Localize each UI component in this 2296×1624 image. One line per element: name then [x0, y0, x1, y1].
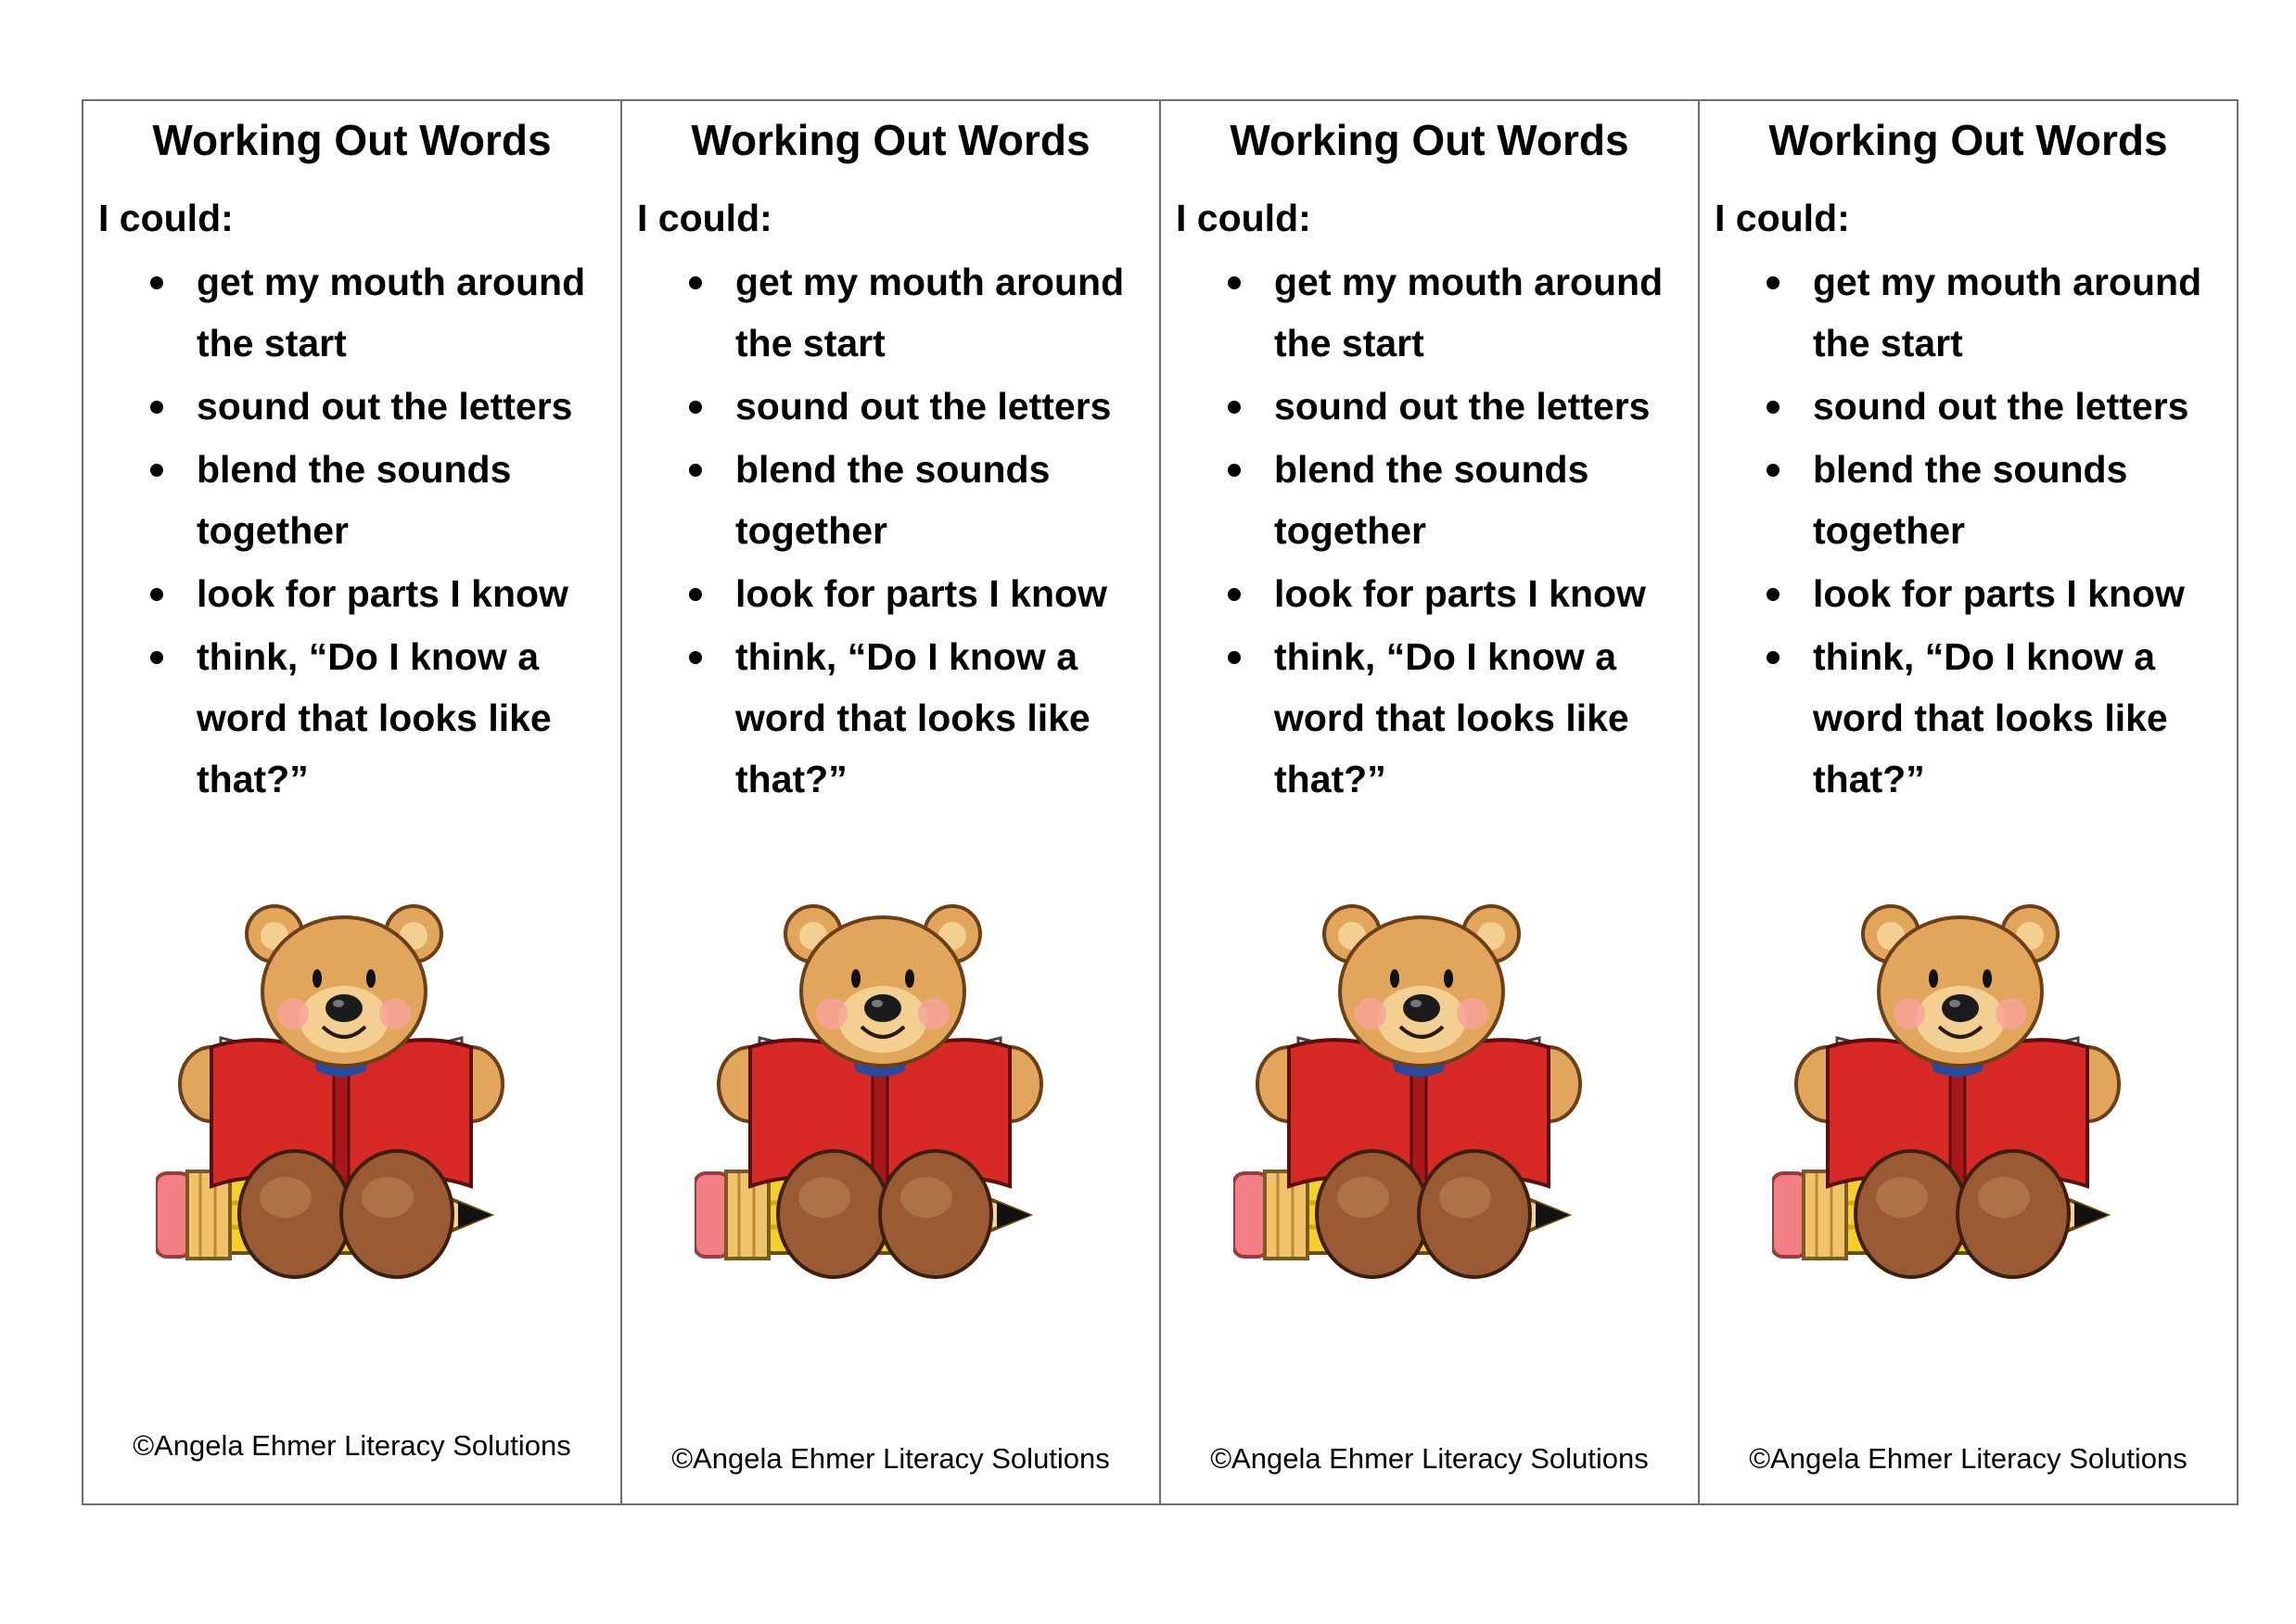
bookmark-sheet [82, 99, 2239, 1505]
strategy-item: think, “Do I know a word that looks like that?” [197, 626, 622, 810]
strategy-list [1813, 251, 2237, 812]
copyright-footer: ©Angela Ehmer Literacy Solutions [133, 1429, 571, 1462]
strategy-list [1274, 251, 1700, 812]
copyright-footer: ©Angela Ehmer Literacy Solutions [1749, 1442, 2188, 1475]
bookmark-3 [1161, 101, 1700, 1503]
copyright-footer: ©Angela Ehmer Literacy Solutions [671, 1442, 1110, 1475]
bookmark-title: Working Out Words [691, 116, 1091, 164]
strategy-item: think, “Do I know a word that looks like that?” [1274, 626, 1700, 810]
bookmark-intro: I could: [1176, 197, 1311, 239]
bookmark-title: Working Out Words [152, 116, 552, 164]
strategy-item: blend the sounds together [735, 439, 1161, 561]
bookmark-intro: I could: [637, 197, 772, 239]
strategy-item: look for parts I know [1813, 563, 2237, 624]
bear-reading-book-on-pencil-icon [1772, 899, 2162, 1288]
strategy-item: sound out the letters [1813, 376, 2237, 437]
strategy-item: sound out the letters [1274, 376, 1700, 437]
bear-reading-book-on-pencil-icon [695, 899, 1084, 1288]
strategy-item: think, “Do I know a word that looks like that?” [735, 626, 1161, 810]
strategy-item: blend the sounds together [197, 439, 622, 561]
bear-reading-book-on-pencil-icon [156, 899, 545, 1288]
bookmark-title: Working Out Words [1230, 116, 1629, 164]
bookmark-intro: I could: [98, 197, 234, 239]
copyright-footer: ©Angela Ehmer Literacy Solutions [1210, 1442, 1649, 1475]
strategy-item: look for parts I know [735, 563, 1161, 624]
strategy-item: look for parts I know [197, 563, 622, 624]
strategy-item: blend the sounds together [1274, 439, 1700, 561]
strategy-item: sound out the letters [197, 376, 622, 437]
bookmark-title: Working Out Words [1768, 116, 2168, 164]
strategy-list [735, 251, 1161, 812]
bookmark-2 [622, 101, 1161, 1503]
strategy-item: get my mouth around the start [1813, 251, 2237, 374]
bookmark-4 [1700, 101, 2237, 1503]
bookmark-1 [83, 101, 622, 1503]
strategy-list [197, 251, 622, 812]
strategy-item: blend the sounds together [1813, 439, 2237, 561]
strategy-item: get my mouth around the start [735, 251, 1161, 374]
strategy-item: sound out the letters [735, 376, 1161, 437]
strategy-item: think, “Do I know a word that looks like that?” [1813, 626, 2237, 810]
bookmark-intro: I could: [1715, 197, 1850, 239]
strategy-item: get my mouth around the start [197, 251, 622, 374]
bear-reading-book-on-pencil-icon [1233, 899, 1623, 1288]
strategy-item: get my mouth around the start [1274, 251, 1700, 374]
strategy-item: look for parts I know [1274, 563, 1700, 624]
